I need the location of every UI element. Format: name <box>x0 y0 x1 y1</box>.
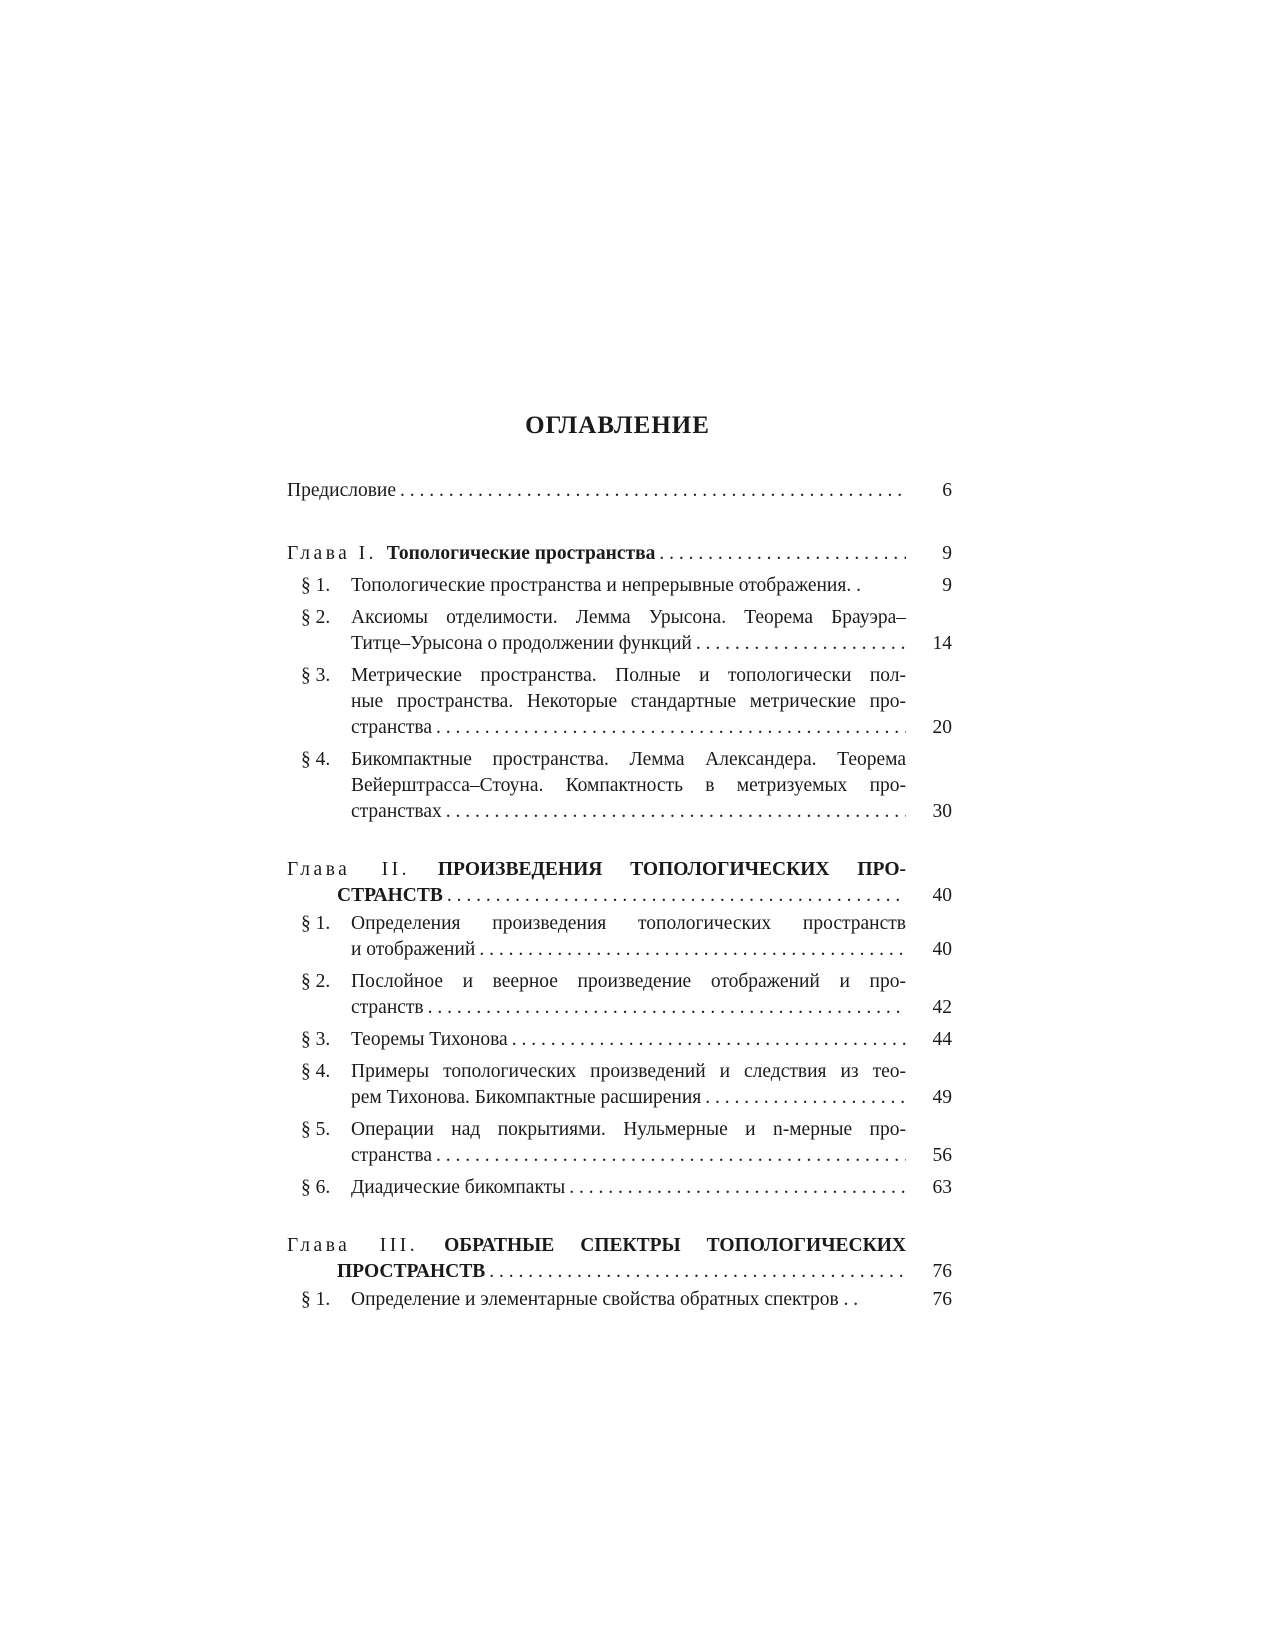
entry-title: Предисловие <box>287 480 397 501</box>
chapter-title: ОБРАТНЫЕ СПЕКТРЫ ТОПОЛОГИЧЕСКИХ <box>444 1235 906 1256</box>
toc-section[interactable] <box>287 911 952 963</box>
section-line: Послойное и веерное произведение отображений и про- <box>351 971 906 992</box>
section-number: § 1. <box>301 575 331 596</box>
page-number: 56 <box>932 1145 952 1166</box>
toc-section[interactable] <box>287 1287 952 1313</box>
page-number: 49 <box>932 1087 952 1108</box>
page-number: 40 <box>932 885 952 906</box>
page-number: 63 <box>932 1177 952 1198</box>
page-number: 20 <box>932 717 952 738</box>
section-line: странствах <box>351 801 442 822</box>
section-line: Титце–Урысона о продолжении функций <box>351 633 692 654</box>
toc-section[interactable] <box>287 605 952 657</box>
toc-section[interactable] <box>287 969 952 1021</box>
chapter-title: Топологические пространства <box>386 543 656 564</box>
section-number: § 2. <box>301 971 331 992</box>
chapter-title: ПРОИЗВЕДЕНИЯ ТОПОЛОГИЧЕСКИХ ПРО- <box>437 859 906 880</box>
section-line: и отображений <box>351 939 476 960</box>
section-line: странства <box>351 717 433 738</box>
chapter-label: Глава II. <box>287 859 411 880</box>
section-line: Диадические бикомпакты <box>351 1177 566 1198</box>
toc-chapter-2[interactable] <box>287 857 952 909</box>
page-number: 76 <box>932 1289 952 1310</box>
section-line: ные пространства. Некоторые стандартные метрические про- <box>351 691 906 712</box>
page-number: 76 <box>932 1261 952 1282</box>
page-number: 14 <box>932 633 952 654</box>
page-number: 9 <box>942 543 952 564</box>
section-number: § 6. <box>301 1177 331 1198</box>
section-line: Операции над покрытиями. Нульмерные и n-мерные про- <box>351 1119 906 1140</box>
section-line: странств <box>351 997 424 1018</box>
toc-section[interactable] <box>287 1117 952 1169</box>
section-line: Определения произведения топологических пространств <box>351 913 906 934</box>
page-number: 30 <box>932 801 952 822</box>
page-number: 9 <box>942 575 952 596</box>
toc-section[interactable] <box>287 663 952 741</box>
toc-chapter-1[interactable] <box>287 541 952 567</box>
section-number: § 5. <box>301 1119 331 1140</box>
toc-entry-preface[interactable] <box>287 478 952 504</box>
section-line: Примеры топологических произведений и следствия из тео- <box>351 1061 906 1082</box>
page-number: 40 <box>932 939 952 960</box>
chapter-label: Глава I. <box>287 543 378 564</box>
section-line: странства <box>351 1145 433 1166</box>
section-line: рем Тихонова. Бикомпактные расширения <box>351 1087 702 1108</box>
page-number: 42 <box>932 997 952 1018</box>
toc-title: ОГЛАВЛЕНИЕ <box>525 412 710 439</box>
section-line: Теоремы Тихонова <box>351 1029 508 1050</box>
section-number: § 4. <box>301 1061 331 1082</box>
section-number: § 4. <box>301 749 331 770</box>
toc-section[interactable] <box>287 1059 952 1111</box>
page-number: 44 <box>932 1029 952 1050</box>
section-number: § 2. <box>301 607 331 628</box>
chapter-title-cont: СТРАНСТВ <box>337 885 443 906</box>
section-number: § 3. <box>301 1029 331 1050</box>
toc-section[interactable] <box>287 573 952 599</box>
section-line: Бикомпактные пространства. Лемма Александера. Теорема <box>351 749 906 770</box>
page-number: 6 <box>942 480 952 501</box>
section-line: Метрические пространства. Полные и топологически пол- <box>351 665 906 686</box>
section-line: Топологические пространства и непрерывные отображения. . <box>351 575 861 596</box>
section-number: § 1. <box>301 913 331 934</box>
chapter-label: Глава III. <box>287 1235 419 1256</box>
toc-section[interactable] <box>287 1027 952 1053</box>
toc-section[interactable] <box>287 1175 952 1201</box>
section-line: Вейерштрасса–Стоуна. Компактность в метризуемых про- <box>351 775 906 796</box>
toc-chapter-3[interactable] <box>287 1233 952 1285</box>
section-line: Аксиомы отделимости. Лемма Урысона. Теорема Брауэра– <box>351 607 906 628</box>
section-number: § 1. <box>301 1289 331 1310</box>
table-of-contents <box>287 478 952 1313</box>
toc-section[interactable] <box>287 747 952 825</box>
chapter-title-cont: ПРОСТРАНСТВ <box>337 1261 486 1282</box>
section-number: § 3. <box>301 665 331 686</box>
section-line: Определение и элементарные свойства обратных спектров . . <box>351 1289 859 1310</box>
